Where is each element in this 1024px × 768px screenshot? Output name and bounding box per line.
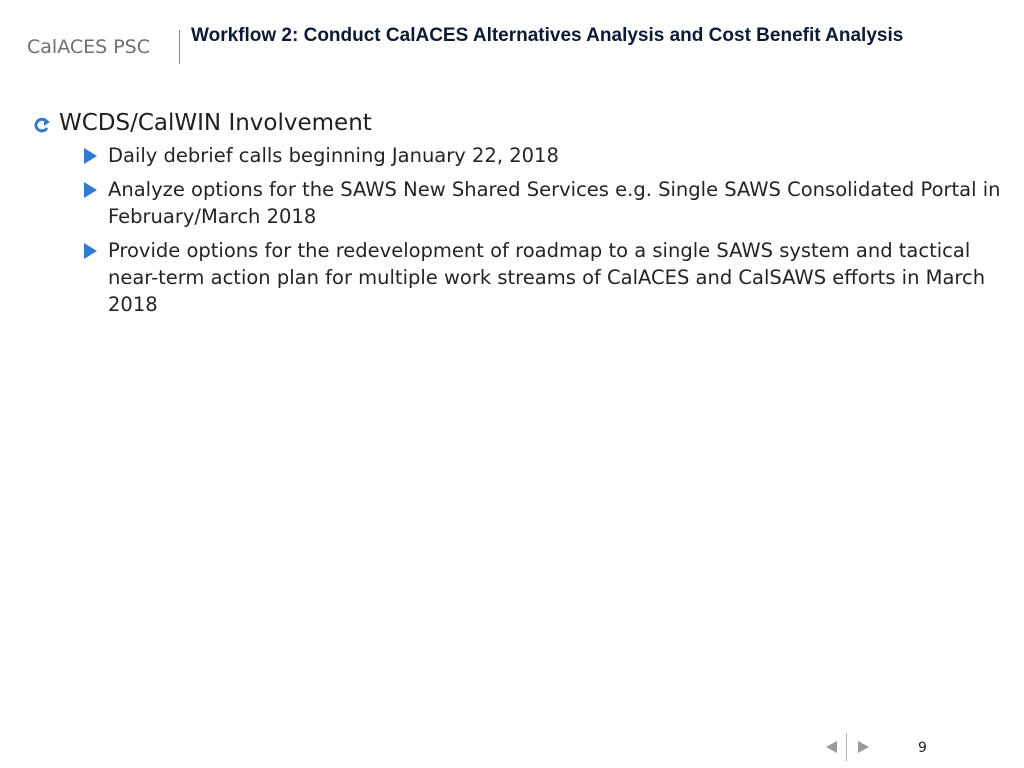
triangle-right-icon xyxy=(84,243,97,259)
triangle-right-icon xyxy=(84,148,97,164)
bullet-item xyxy=(84,142,1008,169)
page-number: 9 xyxy=(918,740,927,756)
header-divider xyxy=(179,30,180,64)
next-slide-icon[interactable] xyxy=(858,741,869,753)
previous-slide-icon[interactable] xyxy=(826,741,837,753)
bullet-item xyxy=(84,176,1008,230)
nav-divider xyxy=(846,733,847,761)
triangle-right-icon xyxy=(84,182,97,198)
curved-arrow-right-icon xyxy=(33,114,53,134)
bullet-item xyxy=(84,237,1008,318)
bullet-text: Analyze options for the SAWS New Shared Services e.g. Single SAWS Consolidated Portal in February/March 2018 xyxy=(108,178,1001,228)
brand-name: CalACES PSC xyxy=(27,36,151,58)
slide-body xyxy=(33,108,1008,325)
section-heading-text: WCDS/CalWIN Involvement xyxy=(59,110,372,136)
bullet-text: Provide options for the redevelopment of roadmap to a single SAWS system and tactical near-term action plan for multiple work streams of CalACES and CalSAWS efforts in March 2018 xyxy=(108,239,986,316)
section-heading xyxy=(33,108,1008,138)
slide-title: Workflow 2: Conduct CalACES Alternatives Analysis and Cost Benefit Analysis xyxy=(191,25,904,46)
slide-header xyxy=(0,0,1024,80)
bullet-text: Daily debrief calls beginning January 22, 2018 xyxy=(108,144,559,167)
slide-navigation xyxy=(826,733,876,761)
